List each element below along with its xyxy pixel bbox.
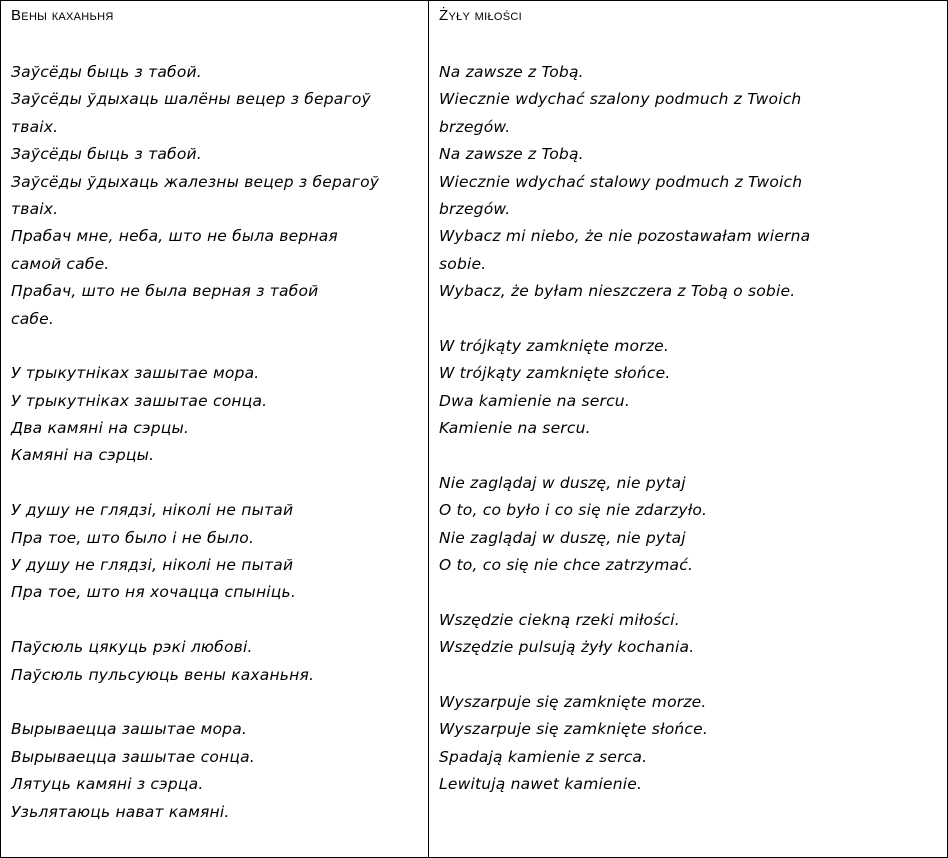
polish-poem-line: Wybacz, że byłam nieszczera z Tobą o sobie. <box>439 282 796 301</box>
polish-title: Żyły miłości <box>439 7 522 24</box>
belarusian-stanza-break <box>11 470 420 497</box>
belarusian-poem-line: тваіх. <box>11 199 59 218</box>
belarusian-poem-line: Узьлятаюць нават камяні. <box>11 802 230 821</box>
belarusian-poem-line: Вырываецца зашытае сонца. <box>11 747 255 766</box>
polish-stanza-break <box>439 442 939 469</box>
polish-poem-line: O to, co się nie chce zatrzymać. <box>439 556 694 575</box>
belarusian-column <box>1 1 429 857</box>
polish-column <box>429 1 947 857</box>
belarusian-poem-line: сабе. <box>11 309 55 328</box>
polish-poem-line: Nie zaglądaj w duszę, nie pytaj <box>439 528 686 547</box>
belarusian-poem-line: У трыкутніках зашытае мора. <box>11 364 260 383</box>
polish-poem-line: Na zawsze z Tobą. <box>439 63 584 81</box>
belarusian-poem-line: Камяні на сэрцы. <box>11 446 155 465</box>
belarusian-poem-line: Заўсёды ўдыхаць жалезны вецер з берагоў <box>11 172 380 191</box>
polish-poem-line: Lewitują nawet kamienie. <box>439 775 643 794</box>
polish-poem-line: Wybacz mi niebo, że nie pozostawałam wierna <box>439 227 811 246</box>
polish-poem-line: Na zawsze z Tobą. <box>439 145 584 164</box>
belarusian-stanza-break <box>11 333 420 360</box>
polish-stanza-break <box>439 306 939 333</box>
belarusian-poem-line: Вырываецца зашытае мора. <box>11 720 248 739</box>
belarusian-poem-line: Заўсёды быць з табой. <box>11 63 202 81</box>
belarusian-stanza-break <box>11 607 420 634</box>
polish-poem-line: W trójkąty zamknięte morze. <box>439 336 670 355</box>
polish-stanza-break <box>439 662 939 689</box>
belarusian-poem-line: самой сабе. <box>11 254 110 273</box>
polish-verses <box>439 59 939 799</box>
polish-poem-line: Wyszarpuje się zamknięte słońce. <box>439 720 708 739</box>
polish-poem-line: Wyszarpuje się zamknięte morze. <box>439 692 707 711</box>
belarusian-poem-line: Лятуць камяні з сэрца. <box>11 775 204 794</box>
polish-poem-line: Wszędzie pulsują żyły kochania. <box>439 638 695 657</box>
belarusian-poem-line: У душу не глядзі, ніколі не пытай <box>11 556 294 575</box>
polish-poem-line: O to, co było i co się nie zdarzyło. <box>439 501 708 520</box>
polish-poem-line: brzegów. <box>439 117 511 136</box>
polish-poem-line: Nie zaglądaj w duszę, nie pytaj <box>439 473 686 492</box>
belarusian-poem-line: Прабач мне, неба, што не была верная <box>11 227 338 246</box>
belarusian-poem-line: Заўсёды ўдыхаць шалёны вецер з берагоў <box>11 90 371 109</box>
polish-poem-line: Wszędzie ciekną rzeki miłości. <box>439 610 680 629</box>
polish-poem-line: brzegów. <box>439 199 511 218</box>
polish-poem-line: Spadają kamienie z serca. <box>439 747 648 766</box>
polish-poem-line: Kamienie na sercu. <box>439 419 591 438</box>
belarusian-poem-line: У трыкутніках зашытае сонца. <box>11 391 268 410</box>
belarusian-poem-line: Прабач, што не была верная з табой <box>11 282 319 301</box>
polish-poem-line: Dwa kamienie na sercu. <box>439 391 630 410</box>
belarusian-title: Вены каханьня <box>11 7 114 24</box>
belarusian-stanza-break <box>11 689 420 716</box>
belarusian-poem-line: Пра тое, што было і не было. <box>11 528 255 547</box>
belarusian-poem-line: Два камяні на сэрцы. <box>11 419 190 438</box>
polish-poem-line: W trójkąty zamknięte słońce. <box>439 364 671 383</box>
belarusian-poem-line: Паўсюль пульсуюць вены каханьня. <box>11 665 315 684</box>
polish-poem-line: Wiecznie wdychać stalowy podmuch z Twoich <box>439 172 803 191</box>
polish-poem-line: sobie. <box>439 254 487 273</box>
belarusian-poem-line: тваіх. <box>11 117 59 136</box>
belarusian-poem-line: У душу не глядзі, ніколі не пытай <box>11 501 294 520</box>
belarusian-poem-line: Паўсюль цякуць рэкі любові. <box>11 638 253 657</box>
polish-poem-line: Wiecznie wdychać szalony podmuch z Twoich <box>439 90 802 109</box>
polish-stanza-break <box>439 579 939 606</box>
belarusian-poem-line: Пра тое, што ня хочацца спыніць. <box>11 583 297 602</box>
belarusian-verses <box>11 59 420 826</box>
belarusian-poem-line: Заўсёды быць з табой. <box>11 145 202 164</box>
